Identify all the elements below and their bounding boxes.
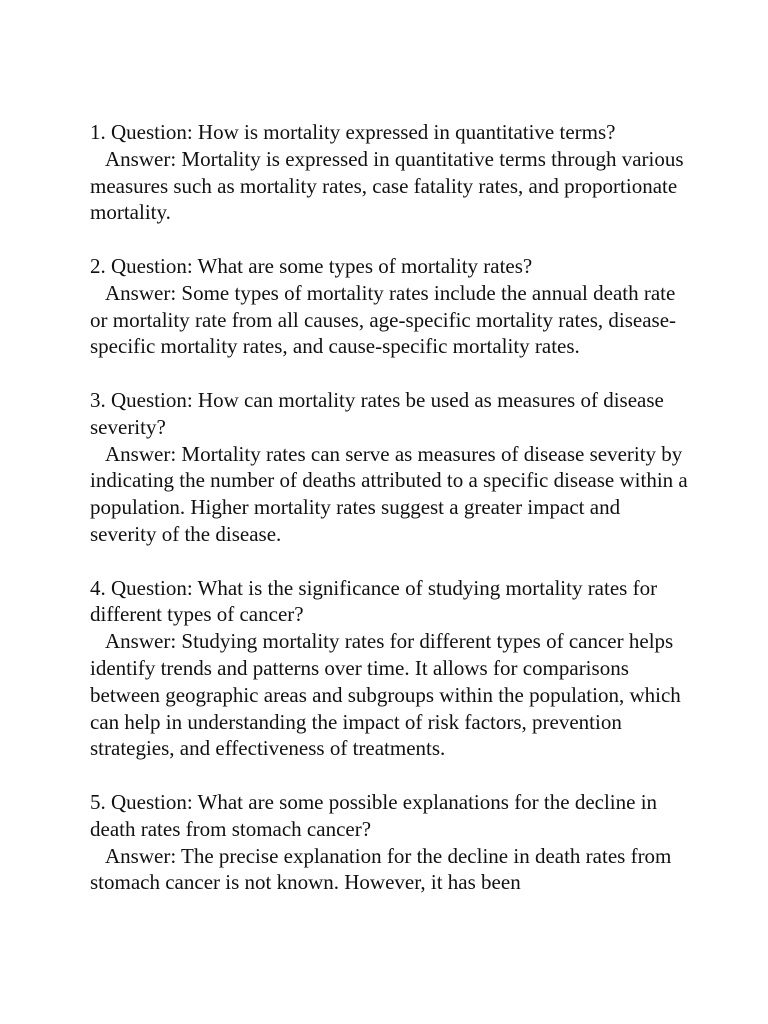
qa-item-5 (90, 789, 690, 896)
answer-text: Answer: Some types of mortality rates include the annual death rate or mortality rate from all causes, age-specific mortality rates, disease-specific mortality rates, and cause-specific mortality rates. (90, 280, 677, 359)
answer-text: Answer: The precise explanation for the decline in death rates from stomach cancer is not known. However, it has been (90, 843, 672, 895)
answer-text: Answer: Mortality rates can serve as measures of disease severity by indicating the number of deaths attributed to a specific disease within a population. Higher mortality rates suggest a greater impact and severity of the disease. (90, 441, 688, 546)
qa-item-3 (90, 387, 690, 548)
qa-item-1 (90, 119, 690, 226)
question-text: 4. Question: What is the significance of studying mortality rates for different types of cancer? (90, 575, 658, 627)
question-text: 3. Question: How can mortality rates be used as measures of disease severity? (90, 387, 664, 439)
answer-text: Answer: Mortality is expressed in quantitative terms through various measures such as mortality rates, case fatality rates, and proportionate mortality. (90, 146, 684, 225)
question-text: 5. Question: What are some possible explanations for the decline in death rates from stomach cancer? (90, 789, 658, 841)
question-text: 1. Question: How is mortality expressed in quantitative terms? (90, 120, 616, 144)
qa-item-2 (90, 253, 690, 360)
qa-item-4 (90, 575, 690, 763)
answer-text: Answer: Studying mortality rates for different types of cancer helps identify trends and patterns over time. It allows for comparisons between geographic areas and subgroups within the population, which can help in understanding the impact of risk factors, prevention strategies, and effectiveness of treatments. (90, 629, 681, 761)
document-page (90, 119, 690, 923)
question-text: 2. Question: What are some types of mortality rates? (90, 253, 533, 278)
